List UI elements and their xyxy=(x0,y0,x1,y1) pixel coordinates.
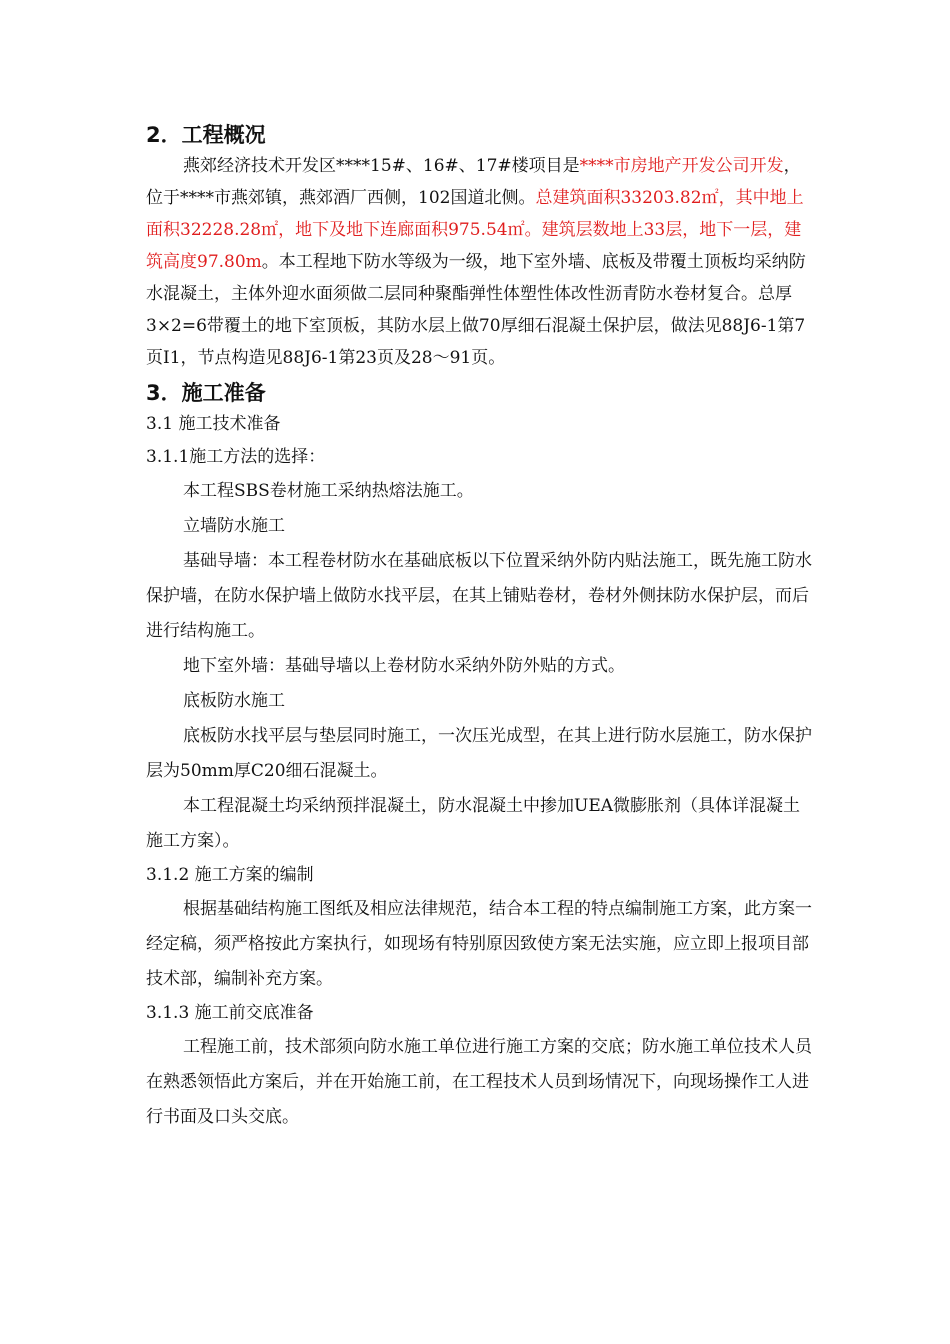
method-paragraph: 本工程SBS卷材施工采纳热熔法施工。 xyxy=(183,481,474,501)
overview-text-2: ，位于****市燕郊镇，燕郊酒厂西侧，102国道北侧。 xyxy=(146,156,801,208)
method-paragraph: 底板防水施工 xyxy=(183,691,285,711)
section-3-1-title: 3.1 施工技术准备 xyxy=(146,414,281,434)
method-paragraph: 底板防水找平层与垫层同时施工，一次压光成型，在其上进行防水层施工，防水保护层为50mm厚C20细石混凝土。 xyxy=(146,726,812,781)
area-and-height-text: 总建筑面积33203.82㎡，其中地上面积32228.28㎡，地下及地下连廊面积975.54㎡。建筑层数地上33层，地下一层，建筑高度97.80m xyxy=(146,188,804,272)
section-3-heading: 3．施工准备 xyxy=(146,381,266,405)
method-paragraph: 本工程混凝土均采纳预拌混凝土，防水混凝土中掺加UEA微膨胀剂（具体详混凝土施工方案）。 xyxy=(146,796,801,851)
project-overview-paragraph xyxy=(146,150,816,374)
section-3-1-3-title: 3.1.3 施工前交底准备 xyxy=(146,1003,314,1023)
overview-text-3: 。本工程地下防水等级为一级，地下室外墙、底板及带覆土顶板均采纳防水混凝土，主体外迎水面须做二层同种聚酯弹性体塑性体改性沥青防水卷材复合。总厚3×2=6带覆土的地下室顶板，其防水层上做70厚细石混凝土保护层，做法见88J6-1第7页I1，节点构造见88J6-1第23页及28～91页。 xyxy=(146,252,806,368)
overview-text-1: 燕郊经济技术开发区****15#、16#、17#楼项目是 xyxy=(183,156,580,176)
method-paragraph: 立墙防水施工 xyxy=(183,516,285,536)
developer-text: ****市房地产开发公司开发 xyxy=(579,156,784,176)
section-3-1-2-title: 3.1.2 施工方案的编制 xyxy=(146,865,314,885)
document-body xyxy=(146,120,816,1135)
method-paragraph: 地下室外墙：基础导墙以上卷材防水采纳外防外贴的方式。 xyxy=(183,656,625,676)
method-paragraph: 基础导墙：本工程卷材防水在基础底板以下位置采纳外防内贴法施工，既先施工防水保护墙，在防水保护墙上做防水找平层，在其上铺贴卷材，卷材外侧抹防水保护层，而后进行结构施工。 xyxy=(146,551,812,641)
briefing-paragraph: 工程施工前，技术部须向防水施工单位进行施工方案的交底；防水施工单位技术人员在熟悉领悟此方案后，并在开始施工前，在工程技术人员到场情况下，向现场操作工人进行书面及口头交底。 xyxy=(146,1037,812,1127)
section-2-heading: 2．工程概况 xyxy=(146,123,266,147)
section-3-1-1-title: 3.1.1施工方法的选择： xyxy=(146,447,326,467)
plan-compilation-paragraph: 根据基础结构施工图纸及相应法律规范，结合本工程的特点编制施工方案，此方案一经定稿，须严格按此方案执行，如现场有特别原因致使方案无法实施，应立即上报项目部技术部，编制补充方案。 xyxy=(146,899,812,989)
